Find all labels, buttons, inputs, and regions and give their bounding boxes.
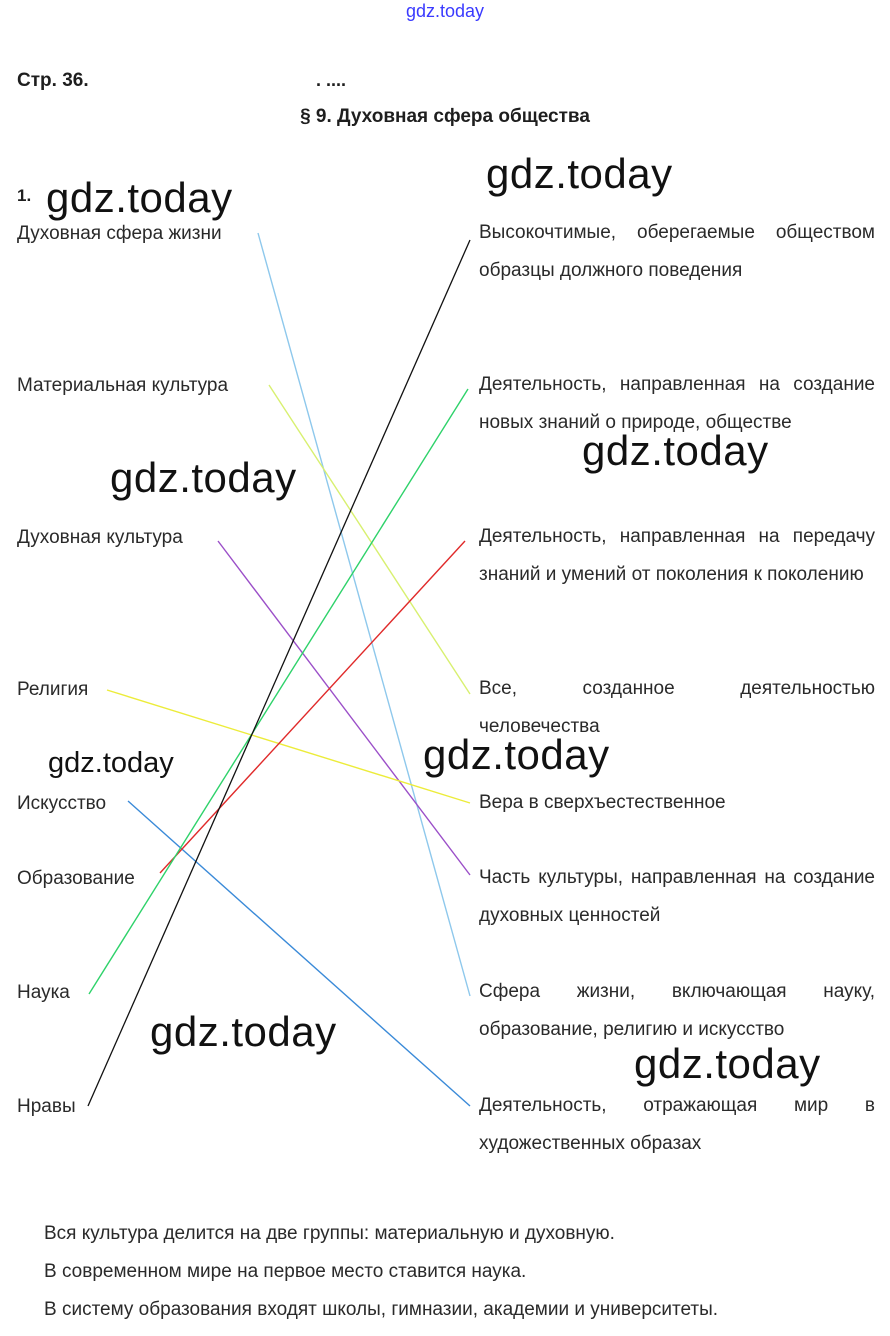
term-morals: Нравы: [17, 1096, 76, 1117]
definition-morals: Высокочтимые, оберегаемые обществом образцы должного поведения: [479, 222, 875, 281]
match-line-5: [128, 801, 470, 1106]
match-line-8: [88, 240, 470, 1106]
term-spiritual-culture: Духовная культура: [17, 527, 183, 548]
term-spiritual-sphere: Духовная сфера жизни: [17, 223, 222, 244]
watermark: gdz.today: [46, 174, 233, 221]
watermark: gdz.today: [634, 1040, 821, 1087]
watermark: gdz.today: [486, 150, 673, 197]
term-science: Наука: [17, 982, 70, 1003]
watermark: gdz.today: [48, 747, 174, 779]
definition-religion: Вера в сверхъестественное: [479, 792, 726, 813]
task-number: 1.: [17, 186, 32, 205]
watermark: gdz.today: [423, 731, 610, 778]
match-line-3: [218, 541, 470, 875]
watermark: gdz.today: [110, 454, 297, 501]
definition-spiritual-sphere: Сфера жизни, включающая науку, образование, религию и искусство: [479, 981, 875, 1040]
term-religion: Религия: [17, 679, 89, 700]
cropped-text-fragment: . ....: [316, 70, 347, 90]
definition-material-culture: Все, созданное деятельностью человечества: [479, 678, 875, 737]
definition-education: Деятельность, направленная на передачу знаний и умений от поколения к поколению: [479, 526, 875, 585]
match-line-6: [160, 541, 465, 873]
page-number: Стр. 36.: [17, 70, 89, 91]
site-header[interactable]: gdz.today: [405, 1, 485, 21]
term-art: Искусство: [17, 793, 107, 814]
watermark: gdz.today: [150, 1008, 337, 1055]
definition-art: Деятельность, отражающая мир в художественных образах: [479, 1095, 875, 1154]
watermark: gdz.today: [582, 427, 769, 474]
section-title: § 9. Духовная сфера общества: [300, 106, 590, 127]
term-material-culture: Материальная культура: [17, 375, 229, 396]
term-education: Образование: [17, 868, 135, 889]
conclusion-sentence: В систему образования входят школы, гимназии, академии и университеты.: [44, 1299, 719, 1320]
definition-science: Деятельность, направленная на создание новых знаний о природе, обществе: [479, 374, 875, 433]
definition-spiritual-culture: Часть культуры, направленная на создание духовных ценностей: [479, 867, 875, 926]
conclusion-sentence: Вся культура делится на две группы: материальную и духовную.: [44, 1223, 615, 1244]
match-line-1: [258, 233, 470, 996]
conclusion-sentence: В современном мире на первое место ставится наука.: [44, 1261, 527, 1282]
